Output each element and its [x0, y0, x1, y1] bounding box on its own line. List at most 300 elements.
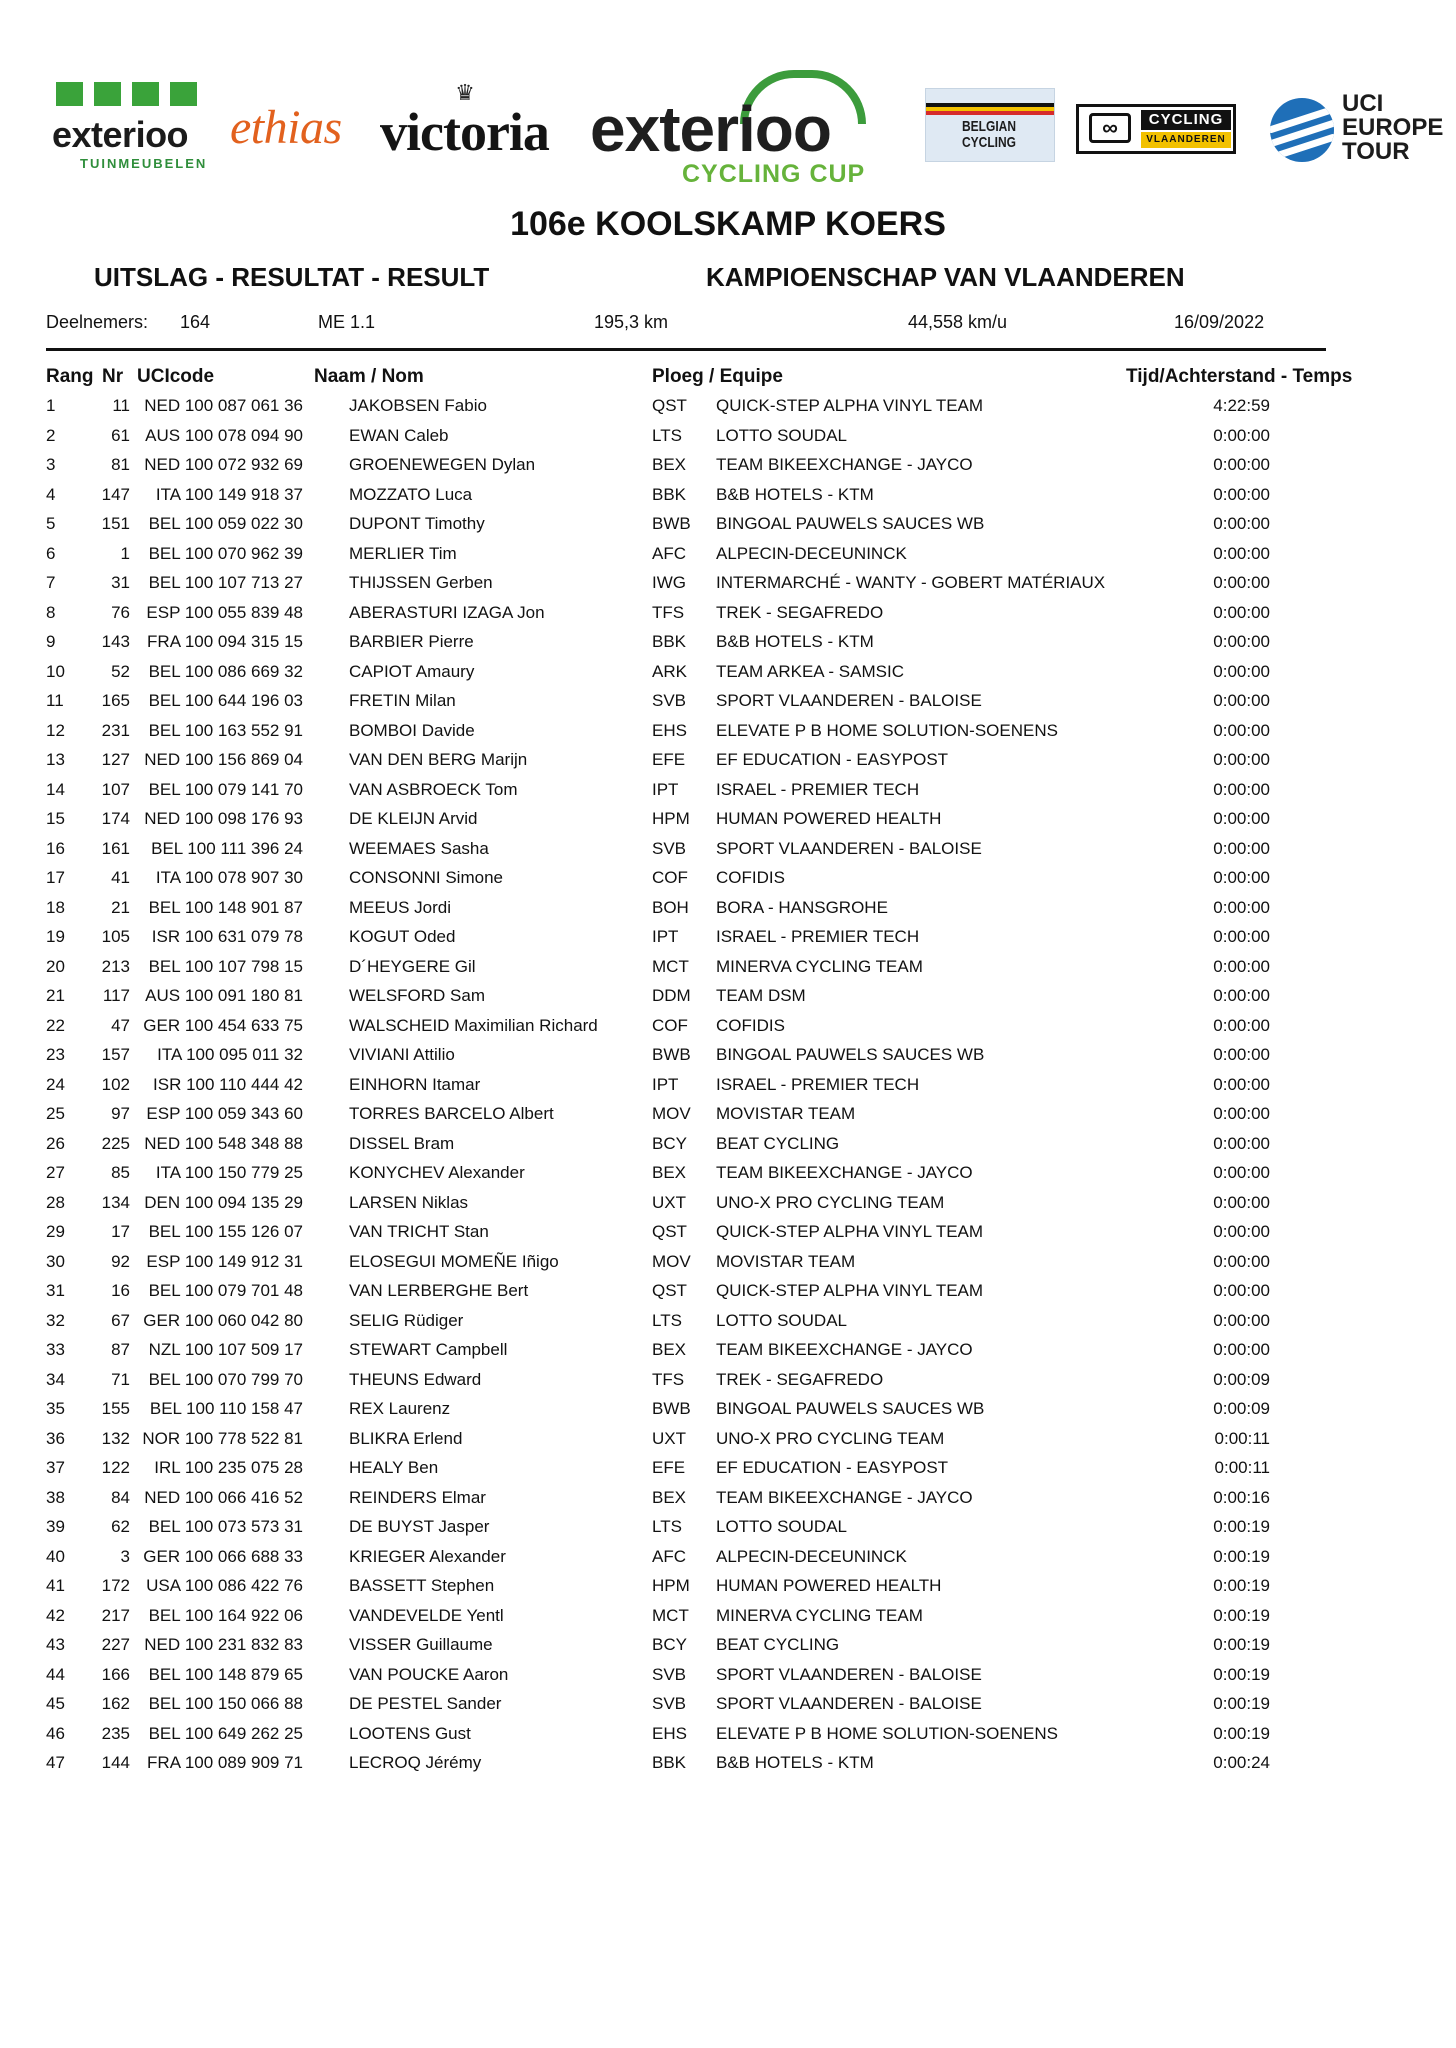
- cell-team-name: ELEVATE P B HOME SOLUTION-SOENENS: [716, 720, 1058, 740]
- table-row: [0, 746, 1456, 776]
- results-table-body: [0, 392, 1456, 1779]
- cell-team-name: TEAM BIKEEXCHANGE - JAYCO: [716, 1487, 973, 1507]
- cell-nr: 225: [101, 1133, 130, 1153]
- results-table-header: [0, 366, 1456, 390]
- cell-rider-name: JAKOBSEN Fabio: [349, 396, 487, 415]
- cell-uci-code: NZL 100 107 509 17: [148, 1340, 303, 1359]
- cell-team-name: QUICK-STEP ALPHA VINYL TEAM: [716, 1281, 984, 1300]
- cell-nr: 144: [101, 1753, 130, 1772]
- cell-uci-code: BEL 100 649 262 25: [148, 1723, 303, 1743]
- cell-rank: 1: [46, 396, 56, 415]
- cell-rider-name: EWAN Caleb: [349, 425, 449, 445]
- cell-team-code: COF: [652, 1015, 688, 1035]
- table-row: [0, 1395, 1456, 1425]
- cell-team-code: IPT: [652, 927, 679, 946]
- cell-uci-code: NED 100 098 176 93: [144, 809, 303, 828]
- cell-team-name: TEAM BIKEEXCHANGE - JAYCO: [716, 1163, 973, 1182]
- cell-nr: 1: [120, 543, 130, 563]
- cell-nr: 166: [101, 1664, 130, 1684]
- cell-uci-code: BEL 100 079 141 70: [148, 779, 303, 799]
- cell-nr: 227: [101, 1635, 130, 1654]
- cell-time: 0:00:24: [1213, 1753, 1270, 1772]
- cell-nr: 92: [111, 1251, 130, 1271]
- cell-rider-name: HEALY Ben: [349, 1458, 439, 1477]
- cell-rank: 12: [46, 720, 65, 740]
- cell-uci-code: NED 100 072 932 69: [144, 455, 303, 474]
- table-row: [0, 1661, 1456, 1691]
- cell-uci-code: ITA 100 078 907 30: [155, 868, 303, 887]
- cell-rider-name: DISSEL Bram: [349, 1133, 455, 1153]
- cell-nr: 71: [111, 1369, 130, 1389]
- cell-team-name: EF EDUCATION - EASYPOST: [716, 1458, 949, 1477]
- cell-nr: 117: [102, 986, 130, 1005]
- cell-team-code: BOH: [652, 897, 689, 917]
- header-divider: [46, 348, 1326, 351]
- cell-uci-code: BEL 100 148 901 87: [148, 897, 303, 917]
- cell-rank: 26: [46, 1133, 65, 1153]
- cell-uci-code: ISR 100 110 444 42: [153, 1074, 303, 1094]
- table-row: [0, 1720, 1456, 1750]
- cell-rank: 2: [46, 425, 56, 445]
- cell-rank: 11: [46, 691, 64, 710]
- cell-rank: 6: [46, 543, 56, 563]
- cell-rank: 20: [46, 956, 65, 976]
- table-row: [0, 1484, 1456, 1514]
- table-row: [0, 1100, 1456, 1130]
- cell-team-code: BEX: [652, 1487, 687, 1507]
- cell-team-code: MOV: [652, 1251, 691, 1271]
- cell-team-code: BBK: [652, 484, 687, 504]
- cell-nr: 122: [101, 1458, 130, 1477]
- race-date: 16/09/2022: [1174, 312, 1265, 332]
- cell-team-code: BCY: [652, 1133, 687, 1153]
- cell-team-code: QST: [652, 1222, 687, 1241]
- cell-rider-name: BOMBOI Davide: [349, 720, 475, 740]
- cell-nr: 21: [111, 897, 130, 917]
- cell-team-name: TREK - SEGAFREDO: [716, 1369, 884, 1389]
- table-row: [0, 1307, 1456, 1337]
- cell-team-code: HPM: [652, 1576, 690, 1595]
- cell-time: 0:00:00: [1213, 1251, 1270, 1271]
- cell-rider-name: REX Laurenz: [349, 1399, 451, 1418]
- cell-team-code: TFS: [652, 602, 685, 622]
- table-row: [0, 953, 1456, 983]
- col-name: Naam / Nom: [314, 366, 424, 387]
- cell-rank: 19: [46, 927, 65, 946]
- uci-line-3: TOUR: [1342, 138, 1410, 165]
- cell-rider-name: FRETIN Milan: [349, 691, 456, 710]
- cell-time: 0:00:00: [1213, 1045, 1270, 1064]
- cell-uci-code: AUS 100 091 180 81: [145, 986, 303, 1005]
- cell-uci-code: BEL 100 148 879 65: [148, 1664, 303, 1684]
- cell-team-code: QST: [652, 1281, 687, 1300]
- cell-team-code: AFC: [652, 543, 686, 563]
- cell-time: 0:00:00: [1213, 1192, 1270, 1212]
- cell-nr: 172: [101, 1576, 130, 1595]
- cell-time: 0:00:00: [1213, 514, 1270, 533]
- cell-nr: 52: [111, 661, 130, 681]
- cell-team-name: UNO-X PRO CYCLING TEAM: [716, 1428, 945, 1448]
- exterioo-word: exterioo: [52, 114, 189, 155]
- table-row: [0, 1041, 1456, 1071]
- cell-team-name: B&B HOTELS - KTM: [716, 1753, 874, 1772]
- cell-rider-name: LECROQ Jérémy: [349, 1753, 482, 1772]
- globe-icon: [1270, 98, 1334, 162]
- cell-team-code: BWB: [652, 514, 691, 533]
- table-row: [0, 1602, 1456, 1632]
- cell-rider-name: DE KLEIJN Arvid: [349, 809, 478, 828]
- cell-team-name: ISRAEL - PREMIER TECH: [716, 927, 920, 946]
- cell-rider-name: DUPONT Timothy: [349, 514, 485, 533]
- cell-team-name: COFIDIS: [716, 868, 785, 887]
- cell-uci-code: IRL 100 235 075 28: [154, 1458, 303, 1477]
- cell-rider-name: THIJSSEN Gerben: [349, 573, 493, 592]
- table-row: [0, 835, 1456, 865]
- cell-team-name: LOTTO SOUDAL: [716, 425, 847, 445]
- cell-time: 0:00:00: [1213, 1163, 1270, 1182]
- exterioo-cycling-cup-logo: [590, 70, 890, 190]
- cell-uci-code: BEL 100 070 799 70: [148, 1369, 303, 1389]
- table-row: [0, 658, 1456, 688]
- cell-rider-name: TORRES BARCELO Albert: [349, 1104, 554, 1123]
- cell-team-name: B&B HOTELS - KTM: [716, 632, 874, 651]
- cell-rank: 36: [46, 1428, 65, 1448]
- cell-uci-code: BEL 100 164 922 06: [148, 1605, 303, 1625]
- cell-time: 0:00:00: [1213, 573, 1270, 592]
- cell-team-name: MINERVA CYCLING TEAM: [716, 956, 923, 976]
- cell-team-name: LOTTO SOUDAL: [716, 1310, 847, 1330]
- cell-time: 0:00:00: [1213, 1104, 1270, 1123]
- cell-uci-code: BEL 100 111 396 24: [151, 838, 303, 858]
- participants-label: Deelnemers:: [46, 312, 149, 332]
- cell-team-name: ISRAEL - PREMIER TECH: [716, 779, 920, 799]
- cell-team-name: BINGOAL PAUWELS SAUCES WB: [716, 514, 985, 533]
- cell-nr: 157: [101, 1045, 130, 1064]
- cell-uci-code: ESP 100 059 343 60: [146, 1104, 303, 1123]
- cell-team-code: UXT: [652, 1192, 686, 1212]
- cell-team-code: IWG: [652, 573, 686, 592]
- cell-time: 0:00:00: [1213, 691, 1270, 710]
- cell-team-name: MINERVA CYCLING TEAM: [716, 1605, 923, 1625]
- cell-nr: 16: [111, 1281, 130, 1300]
- cell-rank: 10: [46, 661, 65, 681]
- cell-time: 0:00:00: [1213, 838, 1270, 858]
- cell-nr: 155: [101, 1399, 130, 1418]
- race-title: 106e KOOLSKAMP KOERS: [510, 205, 946, 243]
- cell-rider-name: VAN TRICHT Stan: [349, 1222, 489, 1241]
- exterioo-logo: [52, 82, 212, 178]
- cell-uci-code: ITA 100 095 011 32: [157, 1045, 303, 1064]
- table-row: [0, 805, 1456, 835]
- cell-rank: 21: [46, 986, 65, 1005]
- cycling-vlaanderen-logo: [1076, 104, 1236, 154]
- cell-team-name: BINGOAL PAUWELS SAUCES WB: [716, 1399, 985, 1418]
- cell-uci-code: BEL 100 086 669 32: [148, 661, 303, 681]
- cell-time: 0:00:00: [1213, 455, 1270, 474]
- table-row: [0, 599, 1456, 629]
- table-row: [0, 894, 1456, 924]
- cell-time: 0:00:11: [1214, 1458, 1270, 1477]
- table-row: [0, 1749, 1456, 1779]
- cell-time: 0:00:00: [1213, 1133, 1270, 1153]
- cell-nr: 235: [101, 1723, 130, 1743]
- cell-team-name: BEAT CYCLING: [716, 1133, 840, 1153]
- belgian-cycling-word: BELGIAN CYCLING: [962, 118, 1016, 151]
- cell-nr: 231: [101, 720, 130, 740]
- cell-time: 0:00:19: [1213, 1605, 1270, 1625]
- table-row: [0, 510, 1456, 540]
- table-row: [0, 687, 1456, 717]
- cell-rank: 8: [46, 602, 56, 622]
- cell-time: 0:00:00: [1213, 484, 1270, 504]
- table-row: [0, 982, 1456, 1012]
- cell-rider-name: D´HEYGERE Gil: [349, 956, 476, 976]
- cell-rank: 34: [46, 1369, 65, 1389]
- cell-uci-code: BEL 100 070 962 39: [148, 543, 303, 563]
- cell-uci-code: GER 100 454 633 75: [143, 1015, 303, 1035]
- cell-rider-name: ELOSEGUI MOMEÑE Iñigo: [349, 1251, 559, 1271]
- cell-time: 0:00:00: [1213, 1222, 1270, 1241]
- cell-rider-name: KOGUT Oded: [349, 927, 456, 946]
- cell-time: 0:00:00: [1213, 1074, 1270, 1094]
- cell-time: 0:00:00: [1213, 1281, 1270, 1300]
- cell-time: 0:00:00: [1213, 927, 1270, 946]
- cell-rank: 3: [46, 455, 56, 474]
- cell-team-code: SVB: [652, 1664, 687, 1684]
- cell-time: 0:00:00: [1213, 809, 1270, 828]
- cell-rider-name: KRIEGER Alexander: [349, 1546, 506, 1566]
- table-row: [0, 864, 1456, 894]
- cell-time: 0:00:00: [1213, 720, 1270, 740]
- col-rank: Rang: [46, 366, 94, 387]
- cell-uci-code: ISR 100 631 079 78: [151, 927, 303, 946]
- cell-nr: 132: [101, 1428, 130, 1448]
- cell-team-name: BINGOAL PAUWELS SAUCES WB: [716, 1045, 985, 1064]
- cell-rank: 16: [46, 838, 65, 858]
- cell-team-name: QUICK-STEP ALPHA VINYL TEAM: [716, 396, 984, 415]
- cell-rank: 37: [46, 1458, 65, 1477]
- cell-rank: 44: [46, 1664, 65, 1684]
- cup-word: exterioo: [590, 93, 831, 165]
- cell-rider-name: VIVIANI Attilio: [349, 1045, 455, 1064]
- cell-team-code: COF: [652, 868, 688, 887]
- cell-rank: 39: [46, 1517, 65, 1536]
- cell-rider-name: LARSEN Niklas: [349, 1192, 469, 1212]
- cell-nr: 76: [111, 602, 130, 622]
- table-row: [0, 1631, 1456, 1661]
- cell-uci-code: BEL 100 110 158 47: [149, 1399, 303, 1418]
- race-distance: 195,3 km: [594, 312, 669, 332]
- cell-rank: 13: [46, 750, 65, 769]
- infinity-icon: ∞: [1089, 113, 1131, 143]
- cell-rider-name: ABERASTURI IZAGA Jon: [349, 602, 545, 622]
- cell-rank: 47: [46, 1753, 65, 1772]
- cell-rank: 29: [46, 1222, 65, 1241]
- table-row: [0, 1513, 1456, 1543]
- cell-time: 0:00:00: [1213, 1310, 1270, 1330]
- cell-rank: 40: [46, 1546, 65, 1566]
- cell-uci-code: BEL 100 073 573 31: [148, 1517, 303, 1536]
- cell-nr: 61: [111, 425, 130, 445]
- cell-rider-name: BASSETT Stephen: [349, 1576, 495, 1595]
- table-row: [0, 1543, 1456, 1573]
- cell-rank: 28: [46, 1192, 65, 1212]
- cell-team-name: EF EDUCATION - EASYPOST: [716, 750, 949, 769]
- cell-nr: 102: [101, 1074, 130, 1094]
- cell-rider-name: VAN DEN BERG Marijn: [349, 750, 528, 769]
- cell-time: 0:00:00: [1213, 986, 1270, 1005]
- cell-time: 0:00:00: [1213, 1340, 1270, 1359]
- cell-time: 0:00:00: [1213, 1015, 1270, 1035]
- cell-team-name: HUMAN POWERED HEALTH: [716, 809, 942, 828]
- cell-rider-name: LOOTENS Gust: [349, 1723, 471, 1743]
- cell-uci-code: AUS 100 078 094 90: [145, 425, 303, 445]
- cell-uci-code: BEL 100 059 022 30: [148, 514, 303, 533]
- cell-rider-name: VAN ASBROECK Tom: [349, 779, 518, 799]
- cell-team-code: AFC: [652, 1546, 686, 1566]
- sponsor-logo-band: [0, 60, 1456, 190]
- cell-team-code: LTS: [652, 1310, 682, 1330]
- cell-time: 0:00:00: [1213, 661, 1270, 681]
- cell-rider-name: REINDERS Elmar: [349, 1487, 486, 1507]
- cell-team-name: SPORT VLAANDEREN - BALOISE: [716, 838, 982, 858]
- cell-nr: 105: [101, 927, 130, 946]
- table-row: [0, 540, 1456, 570]
- cell-time: 0:00:09: [1213, 1369, 1270, 1389]
- cell-team-code: IPT: [652, 779, 679, 799]
- uci-text: [1342, 92, 1443, 164]
- cell-nr: 143: [101, 632, 130, 651]
- cell-team-name: MOVISTAR TEAM: [716, 1104, 856, 1123]
- championship-label: KAMPIOENSCHAP VAN VLAANDEREN: [706, 262, 1185, 292]
- cell-nr: 62: [111, 1517, 130, 1536]
- cell-rank: 17: [46, 868, 65, 887]
- cell-uci-code: ESP 100 149 912 31: [146, 1251, 303, 1271]
- exterioo-bars-icon: [56, 82, 212, 106]
- cell-team-name: TREK - SEGAFREDO: [716, 602, 884, 622]
- cell-nr: 3: [120, 1546, 130, 1566]
- cell-uci-code: BEL 100 155 126 07: [148, 1222, 303, 1241]
- cell-rider-name: VISSER Guillaume: [349, 1635, 493, 1654]
- cell-rider-name: WELSFORD Sam: [349, 986, 486, 1005]
- cell-time: 0:00:00: [1213, 956, 1270, 976]
- cell-nr: 85: [111, 1163, 130, 1182]
- cell-uci-code: BEL 100 107 798 15: [148, 956, 303, 976]
- table-row: [0, 776, 1456, 806]
- cell-time: 0:00:00: [1213, 602, 1270, 622]
- cell-team-name: INTERMARCHÉ - WANTY - GOBERT MATÉRIAUX: [716, 573, 1106, 592]
- victoria-logo: [380, 82, 550, 172]
- cell-team-name: BEAT CYCLING: [716, 1635, 840, 1654]
- cell-uci-code: GER 100 066 688 33: [143, 1546, 303, 1566]
- cell-team-code: BWB: [652, 1399, 691, 1418]
- cell-nr: 81: [111, 455, 130, 474]
- cell-rider-name: WEEMAES Sasha: [349, 838, 489, 858]
- cell-rider-name: VAN POUCKE Aaron: [349, 1664, 509, 1684]
- cell-nr: 151: [101, 514, 130, 533]
- cell-uci-code: BEL 100 644 196 03: [148, 691, 303, 710]
- cell-nr: 97: [111, 1104, 130, 1123]
- cell-team-code: ARK: [652, 661, 687, 681]
- cell-rider-name: GROENEWEGEN Dylan: [349, 455, 536, 474]
- cell-nr: 17: [111, 1222, 130, 1241]
- cell-nr: 213: [101, 956, 130, 976]
- cell-rank: 5: [46, 514, 56, 533]
- cell-rank: 27: [46, 1163, 65, 1182]
- cell-rider-name: MEEUS Jordi: [349, 897, 452, 917]
- cell-time: 0:00:00: [1213, 779, 1270, 799]
- cell-team-code: LTS: [652, 1517, 682, 1536]
- cell-team-code: QST: [652, 396, 687, 415]
- cell-team-name: COFIDIS: [716, 1015, 785, 1035]
- cell-rider-name: STEWART Campbell: [349, 1340, 508, 1359]
- col-nr: Nr: [102, 366, 124, 387]
- cv-top-word: CYCLING: [1141, 110, 1231, 130]
- cell-rider-name: SELIG Rüdiger: [349, 1310, 464, 1330]
- table-row: [0, 1218, 1456, 1248]
- table-row: [0, 1012, 1456, 1042]
- cell-rider-name: DE PESTEL Sander: [349, 1694, 502, 1713]
- cell-time: 0:00:19: [1213, 1546, 1270, 1566]
- victoria-word: victoria: [380, 102, 549, 162]
- cell-time: 0:00:19: [1213, 1723, 1270, 1743]
- table-row: [0, 923, 1456, 953]
- cell-uci-code: NED 100 231 832 83: [144, 1635, 303, 1654]
- col-uci: UCIcode: [137, 366, 215, 387]
- cell-team-code: LTS: [652, 425, 682, 445]
- cell-rank: 15: [46, 809, 65, 828]
- cell-team-code: EFE: [652, 750, 686, 769]
- cell-rank: 33: [46, 1340, 65, 1359]
- table-row: [0, 1159, 1456, 1189]
- cell-rank: 18: [46, 897, 65, 917]
- cell-rank: 32: [46, 1310, 65, 1330]
- cell-rank: 46: [46, 1723, 65, 1743]
- cell-team-name: LOTTO SOUDAL: [716, 1517, 847, 1536]
- table-row: [0, 1248, 1456, 1278]
- race-category: ME 1.1: [318, 312, 376, 332]
- cell-team-code: EFE: [652, 1458, 686, 1477]
- cell-rider-name: CONSONNI Simone: [349, 868, 503, 887]
- cell-team-code: HPM: [652, 809, 690, 828]
- table-row: [0, 628, 1456, 658]
- cell-team-name: ALPECIN-DECEUNINCK: [716, 543, 907, 563]
- cell-uci-code: NOR 100 778 522 81: [142, 1428, 303, 1448]
- cell-nr: 11: [112, 396, 130, 415]
- average-speed: 44,558 km/u: [908, 312, 1008, 332]
- cell-uci-code: FRA 100 089 909 71: [147, 1753, 303, 1772]
- cell-nr: 47: [111, 1015, 130, 1035]
- cell-time: 0:00:00: [1213, 750, 1270, 769]
- cell-time: 0:00:19: [1213, 1694, 1270, 1713]
- cell-uci-code: ESP 100 055 839 48: [146, 602, 303, 622]
- table-row: [0, 1130, 1456, 1160]
- cell-team-name: SPORT VLAANDEREN - BALOISE: [716, 691, 982, 710]
- table-row: [0, 422, 1456, 452]
- cell-rider-name: VANDEVELDE Yentl: [349, 1605, 504, 1625]
- cell-time: 0:00:16: [1213, 1487, 1270, 1507]
- cell-rider-name: VAN LERBERGHE Bert: [349, 1281, 529, 1300]
- cell-time: 0:00:19: [1213, 1517, 1270, 1536]
- cell-nr: 217: [101, 1605, 130, 1625]
- table-row: [0, 481, 1456, 511]
- cell-nr: 127: [101, 750, 130, 769]
- cell-team-name: TEAM ARKEA - SAMSIC: [716, 661, 904, 681]
- cell-team-name: ALPECIN-DECEUNINCK: [716, 1546, 907, 1566]
- cell-time: 4:22:59: [1213, 396, 1270, 415]
- cell-team-name: QUICK-STEP ALPHA VINYL TEAM: [716, 1222, 984, 1241]
- cell-uci-code: NED 100 066 416 52: [144, 1487, 303, 1507]
